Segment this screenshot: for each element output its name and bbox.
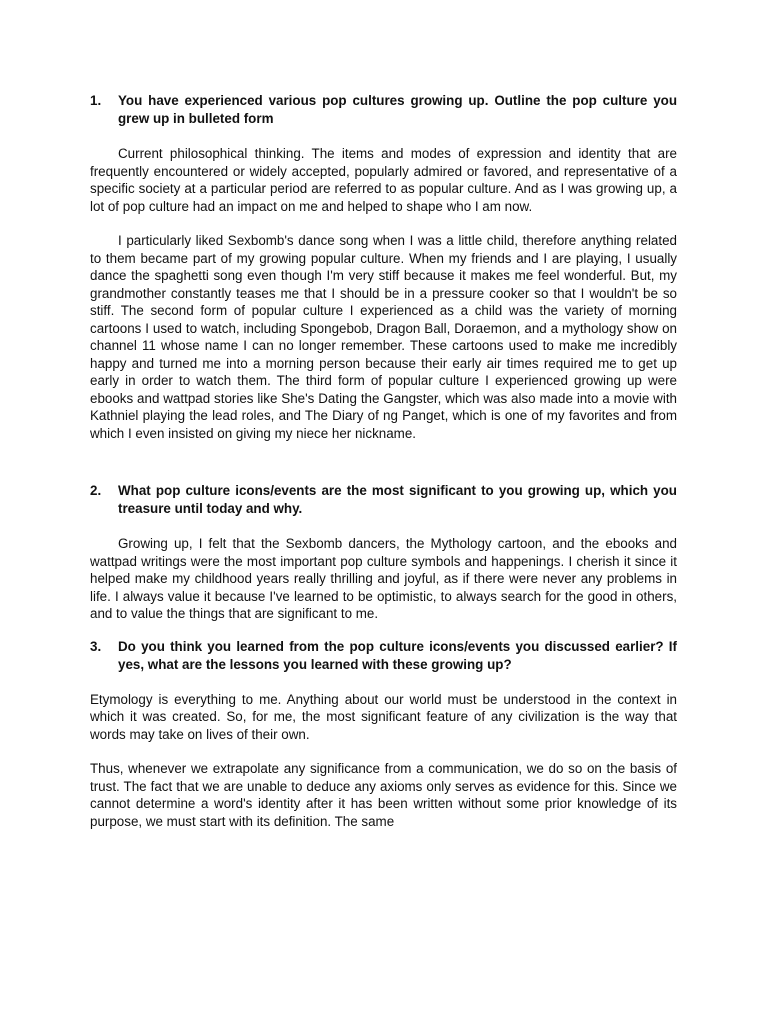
question-1-number: 1. — [90, 93, 102, 108]
question-3 — [90, 638, 677, 674]
answer-1-paragraph-1: Current philosophical thinking. The items and modes of expression and identity that are frequently encountered or widely accepted, popularly admired or favored, and representative of a specific society at a particular period are referred to as popular culture. And as I was growing up, a lot of pop culture had an impact on me and helped to shape who I am now. — [90, 146, 677, 214]
question-1 — [90, 92, 677, 128]
answer-2-paragraph-1: Growing up, I felt that the Sexbomb dancers, the Mythology cartoon, and the ebooks and wattpad writings were the most important pop culture symbols and happenings. I cherish it since it helped make my childhood years really thrilling and joyful, as if there were never any problems in life. I always value it because I've learned to be optimistic, to always search for the good in others, and to value the things that are significant to me. — [90, 536, 677, 621]
answer-3-paragraph-2: Thus, whenever we extrapolate any significance from a communication, we do so on the basis of trust. The fact that we are unable to deduce any axioms only serves as evidence for this. Since we cannot determine a word's identity after it has been written without some prior knowledge of its purpose, we must start with its definition. The same — [90, 761, 677, 829]
document-body — [90, 92, 677, 830]
answer-3-paragraph-1: Etymology is everything to me. Anything about our world must be understood in the context in which it was created. So, for me, the most significant feature of any civilization is the way that words may take on lives of their own. — [90, 691, 677, 742]
answer-1-paragraph-2: I particularly liked Sexbomb's dance song when I was a little child, therefore anything related to them became part of my growing popular culture. When my friends and I are playing, I usually dance the spaghetti song even though I'm very stiff because it makes me feel wonderful. But, my grandmother constantly teases me that I should be in a pressure cooker so that I wouldn't be so stiff. The second form of popular culture I experienced as a child was the variety of morning cartoons I used to watch, including Spongebob, Dragon Ball, Doraemon, and a mythology show on channel 11 whose name I can no longer remember. These cartoons used to make me incredibly happy and turned me into a morning person because their early air times required me to get up early in order to watch them. The third form of popular culture I experienced growing up were ebooks and wattpad stories like She's Dating the Gangster, which was also made into a movie with Kathniel playing the lead roles, and The Diary of ng Panget, which is one of my favorites and from which I even insisted on giving my niece her nickname. — [90, 233, 677, 441]
question-1-text: You have experienced various pop cultures growing up. Outline the pop culture you grew up in bulleted form — [118, 93, 677, 126]
question-2-text: What pop culture icons/events are the most significant to you growing up, which you treasure until today and why. — [118, 483, 677, 516]
question-3-number: 3. — [90, 638, 102, 654]
question-3-text: Do you think you learned from the pop culture icons/events you discussed earlier? If yes, what are the lessons you learned with these growing up? — [118, 638, 677, 672]
question-2-number: 2. — [90, 483, 102, 498]
question-2 — [90, 482, 677, 518]
